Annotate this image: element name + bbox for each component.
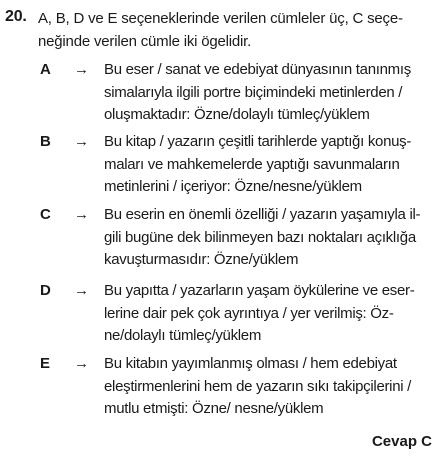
option-line: Bu kitap / yazarın çeşitli tarihlerde yaptığı konuş- [104,133,412,150]
option-letter: B [40,133,51,150]
option-letter: D [40,282,51,299]
option-text [104,131,438,199]
option-line: Bu eserin en önemli özelliği / yazarın yaşamıyla il- [104,206,421,223]
option-line: Bu yapıtta / yazarların yaşam öykülerine ve eser- [104,282,415,299]
option-line: metinlerini / içeriyor: Özne/nesne/yüklem [104,178,362,195]
option-line: lerine dair pek çok ayrıntıya / yer verilmiş: Öz- [104,304,394,322]
option-line: maları ve mahkemelerde yaptığı savunmaların [104,155,400,173]
option-line: Bu eser / sanat ve edebiyat dünyasının tanınmış [104,61,411,78]
option-letter: A [40,61,51,78]
option-text [104,280,438,348]
option-e [36,353,438,423]
option-c [36,204,438,274]
arrow-right-icon: → [74,355,89,372]
option-d [36,280,438,350]
arrow-right-icon: → [74,206,89,223]
option-line: simalarıyla ilgili portre biçimindeki metinlerden / [104,83,403,101]
arrow-right-icon: → [74,61,89,78]
option-b [36,131,438,201]
question-stem [38,8,438,53]
option-line: eleştirmenlerini hem de yazarın sıkı takipçilerini / [104,377,412,395]
option-line: Bu kitabın yayımlanmış olması / hem edebiyat [104,355,397,372]
option-line: kavuşturmasıdır: Özne/yüklem [104,251,299,268]
question-stem-line: A, B, D ve E seçeneklerinde verilen cümleler üç, C seçe- [38,10,403,27]
option-a [36,59,438,129]
arrow-right-icon: → [74,133,89,150]
option-letter: E [40,355,51,372]
answer-label: Cevap C [371,433,432,450]
option-line: ne/dolaylı tümleç/yüklem [104,327,262,344]
option-text [104,204,438,272]
option-text [104,353,438,421]
arrow-right-icon: → [74,282,89,299]
option-line: oluşmaktadır: Özne/dolaylı tümleç/yüklem [104,106,370,123]
option-text [104,59,438,127]
option-line: mutlu etmişti: Özne/ nesne/yüklem [104,400,324,417]
question-stem-line: neğinde verilen cümle iki ögelidir. [38,32,252,50]
option-letter: C [40,206,51,223]
option-line: gili bugüne dek bilinmeyen bazı noktaları açıklığa [104,228,416,246]
question-number: 20. [5,8,27,25]
